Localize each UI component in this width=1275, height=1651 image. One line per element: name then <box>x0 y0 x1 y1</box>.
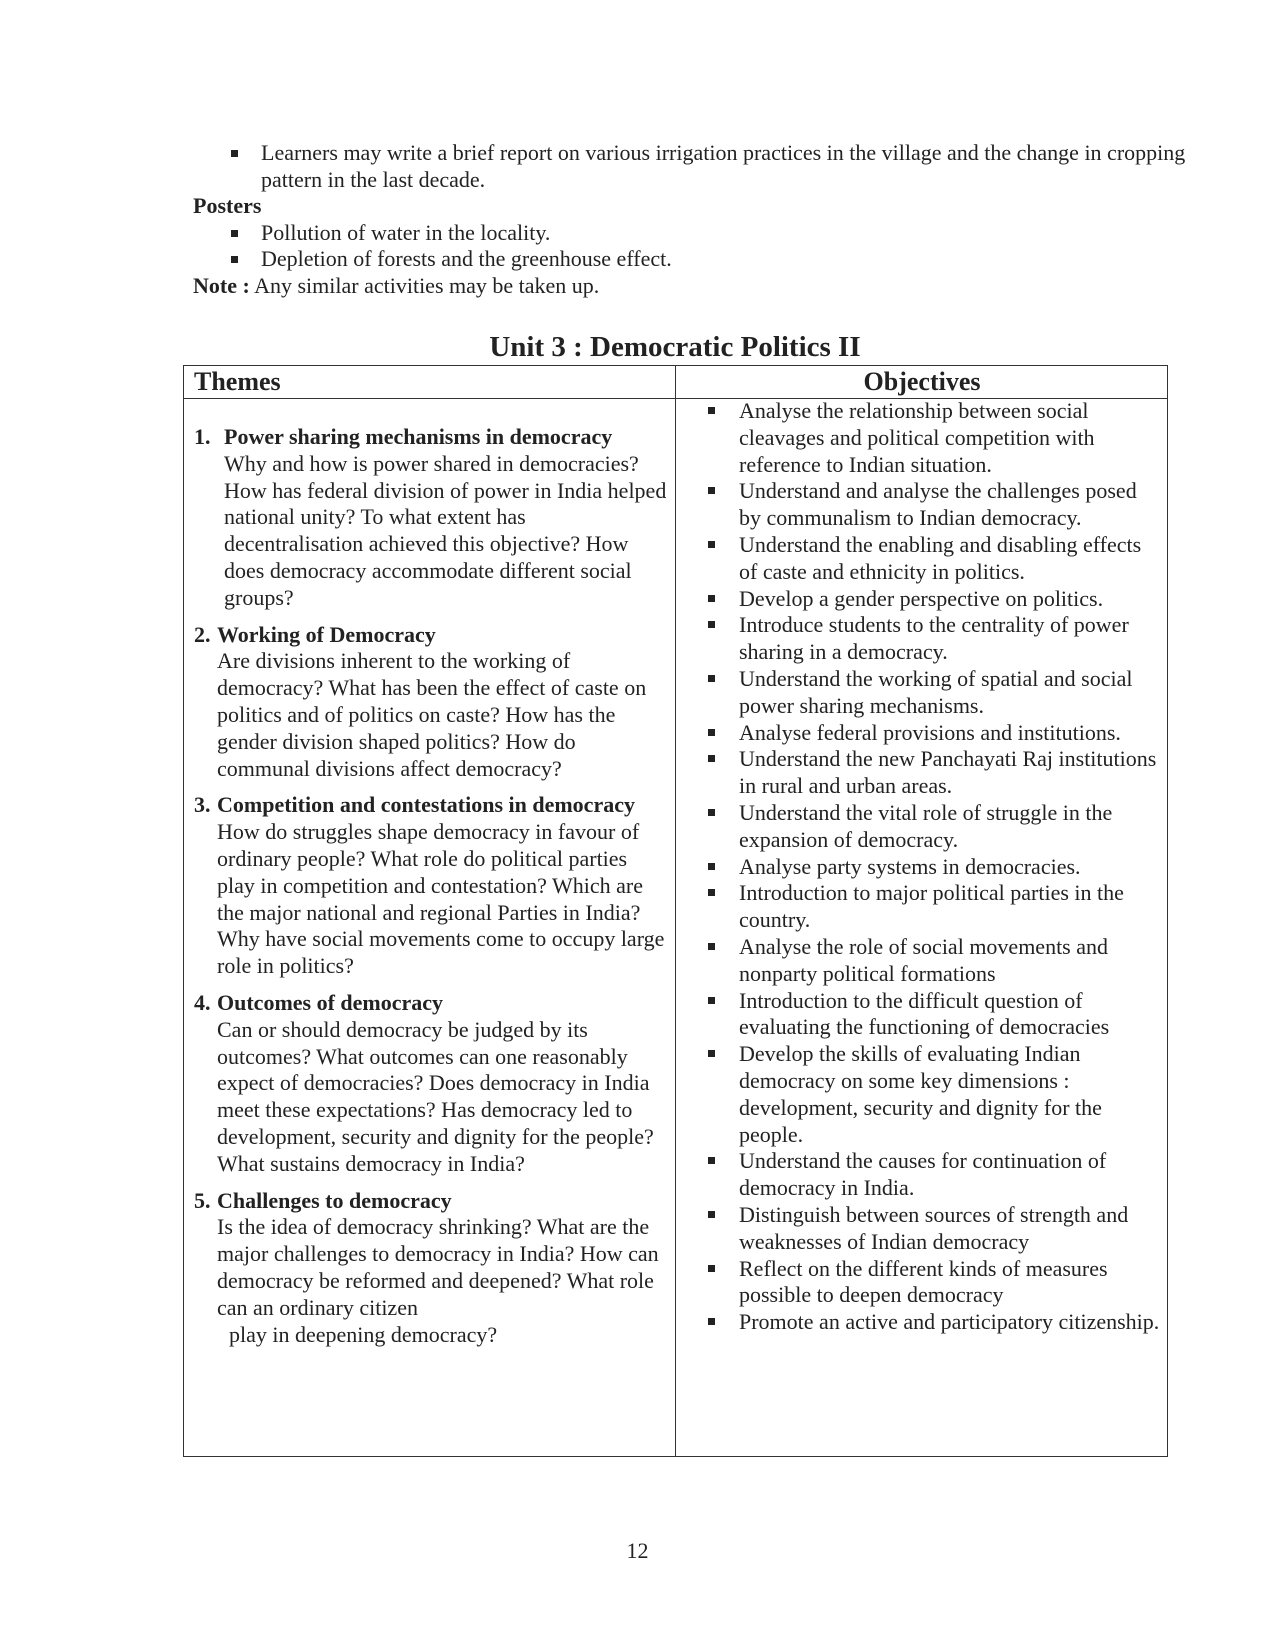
theme-number: 3. <box>194 792 211 818</box>
theme-item <box>194 792 669 980</box>
posters-list <box>193 220 1193 273</box>
objective-item <box>684 800 1164 854</box>
theme-item <box>194 622 669 783</box>
square-bullet-icon <box>708 997 715 1004</box>
objective-item <box>684 720 1164 747</box>
theme-title-text: Challenges to democracy <box>217 1187 452 1213</box>
objective-item <box>684 1256 1164 1310</box>
objective-item <box>684 988 1164 1042</box>
theme-description: Can or should democracy be judged by its outcomes? What outcomes can one reasonably expect of democracies? Does democracy in India meet these expectations? Has democracy led to development, security and dignity for the people? What sustains democracy in India? <box>217 1016 654 1176</box>
unit-title: Unit 3 : Democratic Politics II <box>489 331 861 363</box>
objective-text: Distinguish between sources of strength and weaknesses of Indian democracy <box>739 1201 1129 1254</box>
objective-item <box>684 666 1164 720</box>
objective-text: Understand the working of spatial and social power sharing mechanisms. <box>739 665 1133 718</box>
objective-text: Reflect on the different kinds of measures possible to deepen democracy <box>739 1255 1108 1308</box>
objective-item <box>684 532 1164 586</box>
page-number: 12 <box>626 1538 649 1563</box>
theme-description-text: Is the idea of democracy shrinking? What are the major challenges to democracy in India? How can democracy be reformed and deepened? What role can an ordinary citizen <box>217 1214 659 1320</box>
list-item <box>193 246 1193 273</box>
objective-item <box>684 1148 1164 1202</box>
theme-title-text: Working of Democracy <box>217 621 436 647</box>
square-bullet-icon <box>708 541 715 548</box>
theme-item <box>194 424 669 612</box>
objective-text: Introduction to major political parties in the country. <box>739 880 1124 933</box>
theme-title <box>194 1188 669 1215</box>
square-bullet-icon <box>708 1318 715 1325</box>
poster-item-text: Pollution of water in the locality. <box>261 219 551 245</box>
activities-section <box>193 140 1193 299</box>
theme-number: 5. <box>194 1187 211 1213</box>
objective-item <box>684 612 1164 666</box>
list-item <box>193 220 1193 247</box>
report-list <box>193 140 1193 193</box>
note-label: Note : <box>193 272 250 298</box>
objective-text: Introduction to the difficult question of evaluating the functioning of democracies <box>739 987 1110 1040</box>
theme-title-text: Competition and contestations in democracy <box>217 792 635 818</box>
note-text: Any similar activities may be taken up. <box>249 272 600 298</box>
objective-text: Introduce students to the centrality of power sharing in a democracy. <box>739 612 1129 665</box>
objective-item <box>684 1041 1164 1148</box>
objective-text: Develop the skills of evaluating Indian democracy on some key dimensions : development, security and dignity for the people. <box>739 1041 1102 1147</box>
objective-text: Understand the vital role of struggle in the expansion of democracy. <box>739 799 1113 852</box>
objective-text: Understand the causes for continuation of democracy in India. <box>739 1148 1107 1201</box>
square-bullet-icon <box>708 487 715 494</box>
square-bullet-icon <box>708 675 715 682</box>
objective-text: Analyse the relationship between social cleavages and political competition with reference to Indian situation. <box>739 398 1095 477</box>
objective-text: Develop a gender perspective on politics. <box>739 585 1104 611</box>
objectives-column-header: Objectives <box>863 367 981 396</box>
note-line <box>193 273 1193 300</box>
theme-title-text: Outcomes of democracy <box>217 989 444 1015</box>
objective-item <box>684 854 1164 881</box>
posters-heading: Posters <box>193 193 262 218</box>
objective-text: Promote an active and participatory citizenship. <box>739 1309 1160 1335</box>
square-bullet-icon <box>231 256 238 263</box>
theme-description: Why and how is power shared in democracies? How has federal division of power in India helped national unity? To what extent has decentralisation achieved this objective? How does democracy accommodate different social groups? <box>224 450 667 610</box>
themes-column-header: Themes <box>194 367 281 396</box>
theme-number: 4. <box>194 989 211 1015</box>
objective-item <box>684 934 1164 988</box>
objective-item <box>684 1202 1164 1256</box>
theme-item <box>194 1188 669 1349</box>
square-bullet-icon <box>708 943 715 950</box>
square-bullet-icon <box>708 1157 715 1164</box>
objective-item <box>684 746 1164 800</box>
theme-description <box>194 1214 669 1348</box>
report-bullet-text: Learners may write a brief report on various irrigation practices in the village and the change in cropping pattern in the last decade. <box>261 140 1186 192</box>
theme-item <box>194 990 669 1178</box>
objective-text: Analyse party systems in democracies. <box>739 853 1081 879</box>
objective-item <box>684 586 1164 613</box>
square-bullet-icon <box>708 621 715 628</box>
poster-item-text: Depletion of forests and the greenhouse effect. <box>261 246 672 271</box>
square-bullet-icon <box>231 150 238 157</box>
square-bullet-icon <box>708 1211 715 1218</box>
column-divider <box>675 366 676 1456</box>
square-bullet-icon <box>231 230 238 237</box>
square-bullet-icon <box>708 1050 715 1057</box>
square-bullet-icon <box>708 595 715 602</box>
square-bullet-icon <box>708 407 715 414</box>
theme-title <box>194 792 669 819</box>
objective-text: Understand the enabling and disabling effects of caste and ethnicity in politics. <box>739 531 1142 584</box>
objective-text: Understand and analyse the challenges posed by communalism to Indian democracy. <box>739 478 1137 531</box>
theme-number: 2. <box>194 621 211 647</box>
objective-item <box>684 398 1164 478</box>
theme-description: Are divisions inherent to the working of democracy? What has been the effect of caste on politics and of politics on caste? How has the gender division shaped politics? How do communal divisions affect democracy? <box>217 648 647 781</box>
list-item <box>193 140 1193 193</box>
objectives-column <box>684 398 1164 1336</box>
objective-text: Analyse federal provisions and institutions. <box>739 719 1121 745</box>
square-bullet-icon <box>708 1265 715 1272</box>
theme-title <box>194 990 669 1017</box>
objective-text: Analyse the role of social movements and nonparty political formations <box>739 933 1109 986</box>
square-bullet-icon <box>708 889 715 896</box>
square-bullet-icon <box>708 863 715 870</box>
square-bullet-icon <box>708 809 715 816</box>
themes-column <box>194 424 669 1358</box>
objective-text: Understand the new Panchayati Raj institutions in rural and urban areas. <box>739 746 1157 799</box>
square-bullet-icon <box>708 729 715 736</box>
square-bullet-icon <box>708 755 715 762</box>
theme-description: How do struggles shape democracy in favour of ordinary people? What role do political parties play in competition and contestation? Which are the major national and regional Parties in India? Why have social movements come to occupy large role in politics? <box>217 819 665 979</box>
themes-objectives-table <box>183 365 1168 1457</box>
objective-item <box>684 478 1164 532</box>
theme-title-text: Power sharing mechanisms in democracy <box>224 424 613 449</box>
theme-title <box>194 622 669 649</box>
theme-description-last-line: play in deepening democracy? <box>229 1321 498 1347</box>
theme-number: 1. <box>194 424 211 449</box>
objective-item <box>684 1309 1164 1336</box>
objective-item <box>684 880 1164 934</box>
theme-title <box>194 424 669 451</box>
